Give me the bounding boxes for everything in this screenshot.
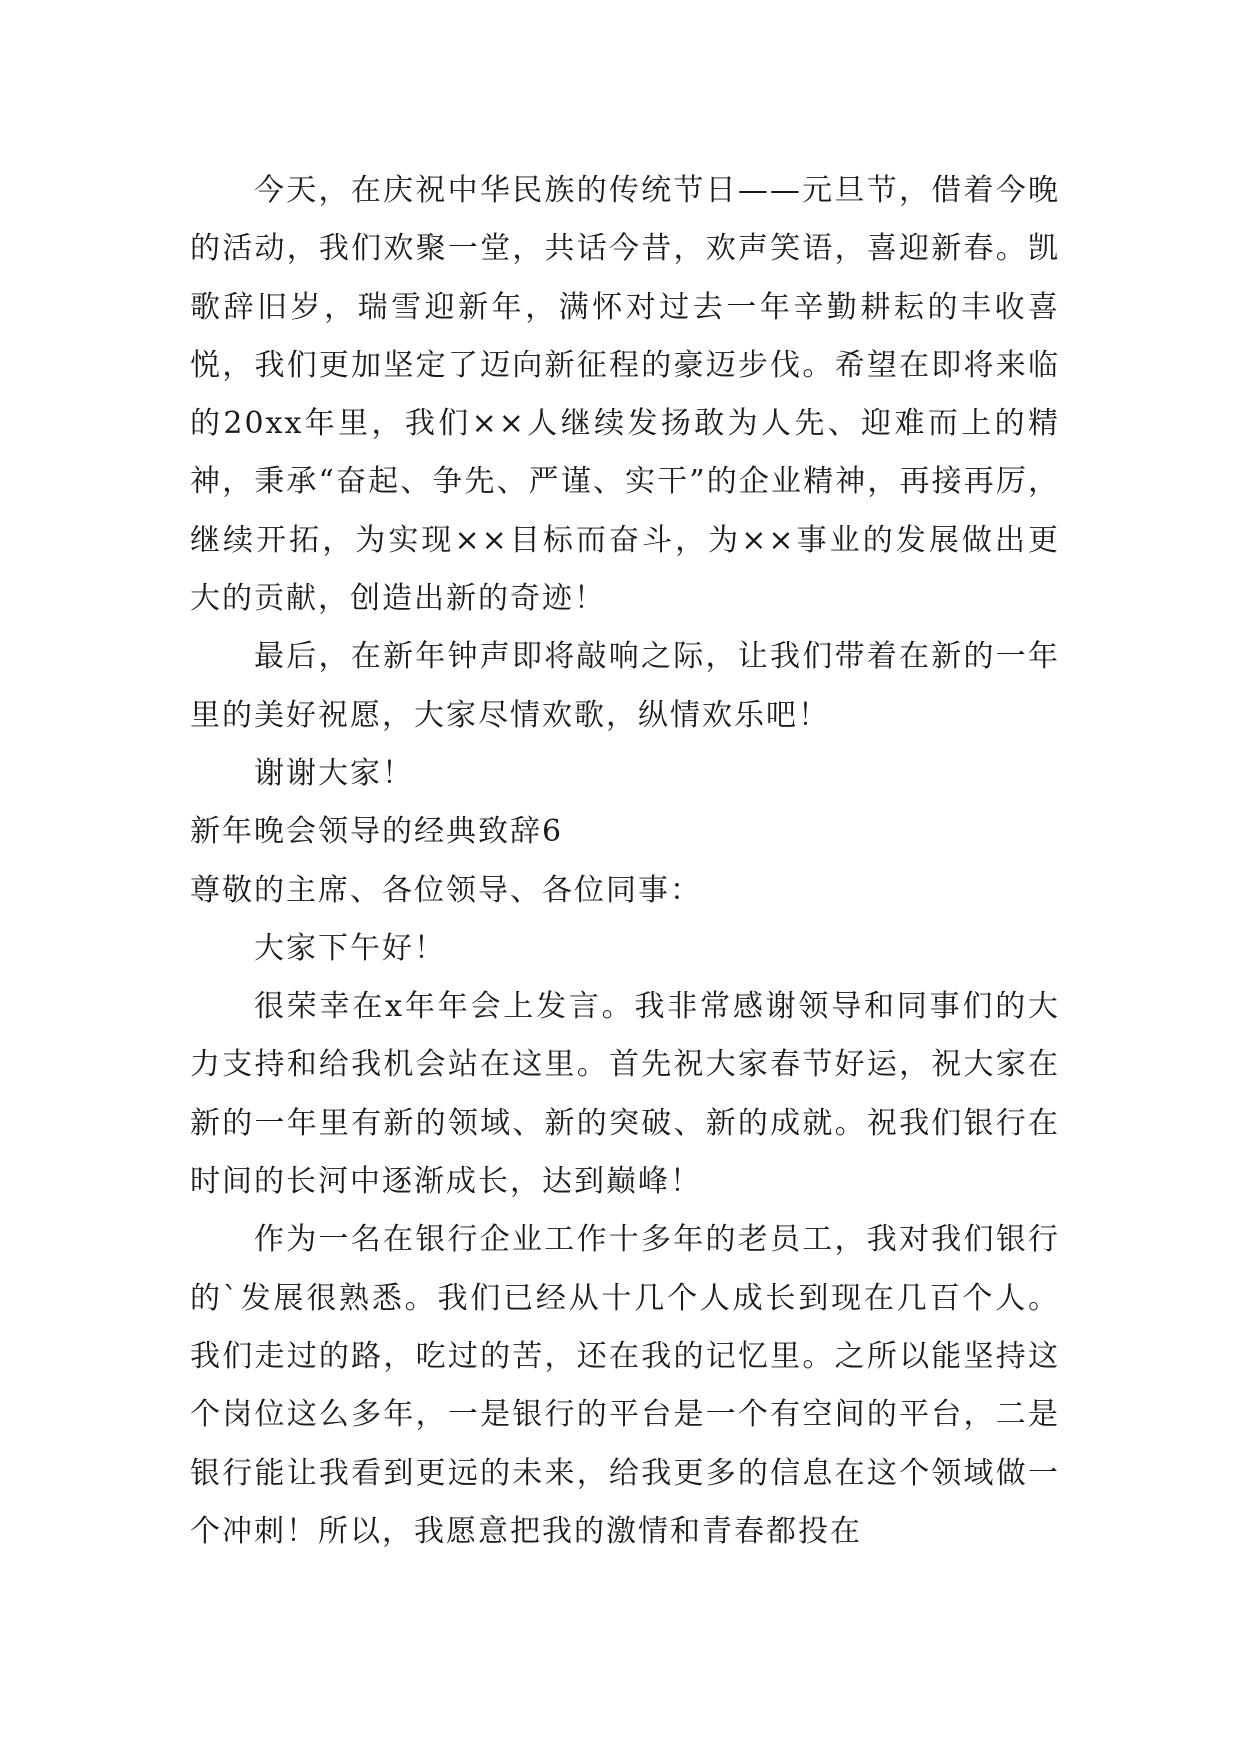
- paragraph-honor-speech: 很荣幸在x年年会上发言。我非常感谢领导和同事们的大力支持和给我机会站在这里。首先祝大家春节好运，祝大家在新的一年里有新的领域、新的突破、新的成就。祝我们银行在时间的长河中逐渐成长，达到巅峰！: [190, 989, 1060, 1200]
- document-body: [190, 162, 1060, 1561]
- paragraph-veteran-employee: 作为一名在银行企业工作十多年的老员工，我对我们银行的`发展很熟悉。我们已经从十几个人成长到现在几百个人。我们走过的路，吃过的苦，还在我的记忆里。之所以能坚持这个岗位这么多年，一是银行的平台是一个有空间的平台，二是银行能让我看到更远的未来，给我更多的信息在这个领域做一个冲刺！所以，我愿意把我的激情和青春都投在: [190, 1222, 1060, 1549]
- greeting: 大家下午好！: [254, 930, 446, 966]
- paragraph-closing-wishes: 最后，在新年钟声即将敲响之际，让我们带着在新的一年里的美好祝愿，大家尽情欢歌，纵情欢乐吧！: [190, 639, 1060, 733]
- section-heading: 新年晚会领导的经典致辞6: [190, 814, 564, 850]
- salutation: 尊敬的主席、各位领导、各位同事：: [190, 872, 702, 908]
- paragraph-thanks: 谢谢大家！: [254, 755, 414, 791]
- paragraph-new-year-wishes: 今天，在庆祝中华民族的传统节日——元旦节，借着今晚的活动，我们欢聚一堂，共话今昔，欢声笑语，喜迎新春。凯歌辞旧岁，瑞雪迎新年，满怀对过去一年辛勤耕耘的丰收喜悦，我们更加坚定了迈向新征程的豪迈步伐。希望在即将来临的20xx年里，我们××人继续发扬敢为人先、迎难而上的精神，秉承“奋起、争先、严谨、实干”的企业精神，再接再厉，继续开拓，为实现××目标而奋斗，为××事业的发展做出更大的贡献，创造出新的奇迹！: [190, 173, 1060, 617]
